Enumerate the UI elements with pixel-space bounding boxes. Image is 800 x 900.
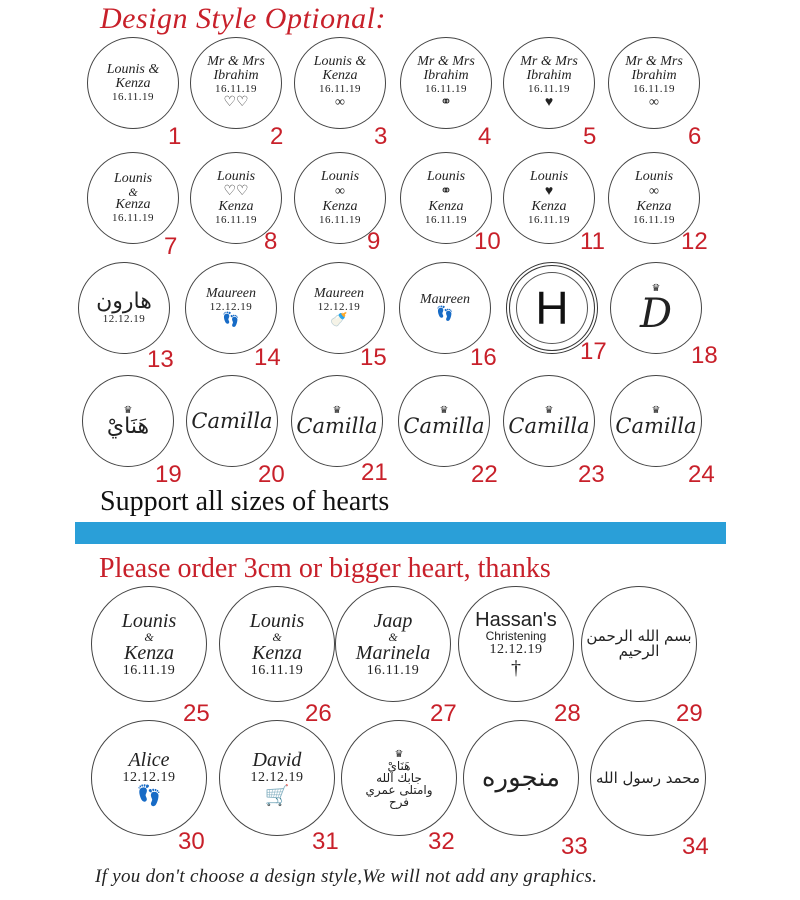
motif-icon: ♡♡	[223, 95, 249, 111]
design-text-line: Camilla	[296, 414, 378, 438]
design-circle-20[interactable]	[186, 375, 278, 467]
design-text-line: Ibrahim	[213, 68, 259, 84]
design-date: 16.11.19	[318, 213, 362, 226]
design-text-line: Maureen	[313, 286, 365, 302]
design-date: 16.11.19	[527, 83, 571, 96]
motif-icon: ♥	[544, 95, 554, 111]
design-circle-13[interactable]	[78, 262, 170, 354]
design-circle-2[interactable]	[190, 37, 282, 129]
design-number: 24	[688, 461, 715, 488]
design-text-line: هَنَايْ	[387, 758, 411, 773]
design-text-line: Lounis &	[313, 54, 367, 70]
design-number: 5	[583, 123, 597, 150]
design-date: 16.11.19	[214, 213, 258, 226]
design-text-line: Christening	[485, 628, 547, 643]
design-text-line: هارون	[96, 289, 152, 314]
footer-note: If you don't choose a design style,We will not add any graphics.	[95, 866, 598, 887]
design-text-line: Kenza	[115, 76, 151, 91]
design-circle-33[interactable]	[463, 720, 579, 836]
design-number: 13	[147, 346, 174, 373]
crown-icon: ♛	[394, 748, 404, 760]
design-text-line: Camilla	[403, 414, 485, 438]
design-circle-15[interactable]	[293, 262, 385, 354]
design-text-line: Camilla	[508, 414, 590, 438]
design-date: 12.12.19	[122, 769, 176, 785]
design-text-line: H	[535, 282, 569, 334]
crown-icon: ♛	[332, 405, 342, 416]
design-text-line: Kenza	[115, 197, 151, 212]
design-date: 16.11.19	[214, 83, 258, 96]
symbol-icon: ∞	[649, 184, 659, 200]
design-text-line: Hassan's	[475, 608, 557, 631]
design-circle-5[interactable]	[503, 37, 595, 129]
design-circle-32[interactable]	[341, 720, 457, 836]
design-date: 12.12.19	[209, 301, 253, 314]
design-circle-26[interactable]	[219, 586, 335, 702]
design-text-line: بسم الله الرحمن الرحيم	[586, 627, 692, 660]
design-number: 26	[305, 700, 332, 727]
design-circle-3[interactable]	[294, 37, 386, 129]
design-text-line: Lounis	[249, 609, 305, 632]
design-text-line: &	[128, 185, 138, 199]
design-text-line: منجوره	[481, 763, 561, 793]
design-text-line: &	[272, 629, 282, 644]
design-circle-4[interactable]	[400, 37, 492, 129]
design-number: 2	[270, 123, 284, 150]
design-text-line: Kenza	[636, 198, 672, 214]
design-number: 21	[361, 459, 388, 486]
design-date: 12.12.19	[489, 641, 543, 657]
design-number: 10	[474, 228, 501, 255]
design-date: 16.11.19	[632, 213, 676, 226]
design-text-line: Lounis	[320, 169, 360, 185]
design-number: 12	[681, 228, 708, 255]
design-circle-16[interactable]	[399, 262, 491, 354]
design-number: 20	[258, 461, 285, 488]
design-date: 16.11.19	[424, 213, 468, 226]
design-number: 9	[367, 228, 381, 255]
design-circle-25[interactable]	[91, 586, 207, 702]
design-text-line: Mr & Mrs	[625, 54, 683, 70]
design-circle-7[interactable]	[87, 152, 179, 244]
design-text-line: David	[252, 748, 302, 771]
design-number: 34	[682, 833, 709, 860]
design-date: 12.12.19	[317, 301, 361, 314]
design-circle-24[interactable]	[610, 375, 702, 467]
crown-icon: ♛	[651, 282, 661, 294]
design-text-line: Kenza	[428, 198, 464, 214]
design-number: 29	[676, 700, 703, 727]
design-date: 16.11.19	[318, 83, 362, 96]
design-circle-1[interactable]	[87, 37, 179, 129]
design-date: 16.11.19	[111, 91, 155, 103]
design-circle-18[interactable]	[610, 262, 702, 354]
design-number: 19	[155, 461, 182, 488]
design-text-line: Kenza	[322, 68, 358, 84]
design-text-line: Lounis	[426, 169, 466, 185]
design-date: 16.11.19	[111, 212, 155, 224]
design-number: 8	[264, 228, 278, 255]
design-number: 28	[554, 700, 581, 727]
design-number: 3	[374, 123, 388, 150]
page-title: Design Style Optional:	[100, 2, 386, 35]
design-text-line: Camilla	[191, 408, 273, 433]
design-text-line: Ibrahim	[423, 68, 469, 84]
design-circle-22[interactable]	[398, 375, 490, 467]
design-text-line: Mr & Mrs	[417, 54, 475, 70]
design-text-line: Lounis	[634, 169, 674, 185]
design-text-line: Camilla	[615, 414, 697, 438]
design-number: 17	[580, 338, 607, 365]
design-text-line: Jaap	[373, 609, 413, 632]
design-circle-14[interactable]	[185, 262, 277, 354]
design-text-line: جابك الله	[376, 770, 422, 785]
motif-icon: 👣	[222, 313, 240, 329]
design-text-line: Lounis	[121, 609, 177, 632]
design-text-line: Kenza	[252, 641, 302, 664]
design-number: 6	[688, 123, 702, 150]
design-text-line: هَنَايْ	[106, 413, 150, 439]
crown-icon: ♛	[651, 405, 661, 416]
design-text-line: &	[144, 629, 154, 644]
design-circle-34[interactable]	[590, 720, 706, 836]
design-text-line: فرح	[388, 794, 410, 809]
design-text-line: Lounis	[113, 171, 153, 186]
design-date: 16.11.19	[632, 83, 676, 96]
design-text-line: Ibrahim	[526, 68, 572, 84]
design-text-line: Maureen	[419, 292, 471, 308]
design-circle-30[interactable]	[91, 720, 207, 836]
design-text-line: Kenza	[322, 198, 358, 214]
motif-icon: 👣	[136, 784, 162, 807]
design-number: 1	[168, 123, 182, 150]
crown-icon: ♛	[544, 405, 554, 416]
design-text-line: Ibrahim	[631, 68, 677, 84]
design-number: 33	[561, 833, 588, 860]
design-text-line: محمد رسول الله	[595, 768, 700, 787]
design-text-line: Alice	[128, 748, 170, 771]
design-text-line: Lounis &	[106, 62, 160, 77]
design-number: 7	[164, 233, 178, 260]
design-date: 12.12.19	[102, 313, 146, 325]
symbol-icon: ⚭	[440, 184, 452, 200]
design-number: 22	[471, 461, 498, 488]
design-date: 16.11.19	[527, 213, 571, 226]
design-text-line: Lounis	[216, 169, 256, 185]
design-circle-21[interactable]	[291, 375, 383, 467]
motif-icon: ∞	[335, 95, 345, 111]
design-number: 32	[428, 828, 455, 855]
design-number: 27	[430, 700, 457, 727]
design-text-line: &	[388, 629, 398, 644]
design-text-line: Marinela	[355, 641, 431, 664]
design-text-line: Maureen	[205, 286, 257, 302]
design-circle-6[interactable]	[608, 37, 700, 129]
motif-icon: 🍼	[330, 313, 348, 329]
design-text-line: Mr & Mrs	[520, 54, 578, 70]
motif-icon: 🛒	[264, 784, 290, 807]
design-circle-29[interactable]	[581, 586, 697, 702]
design-date: 16.11.19	[250, 662, 304, 678]
design-number: 23	[578, 461, 605, 488]
design-text-line: Kenza	[124, 641, 174, 664]
design-text-line: Lounis	[529, 169, 569, 185]
motif-icon: †	[511, 656, 521, 679]
motif-icon: ∞	[649, 95, 659, 111]
design-number: 11	[580, 228, 605, 255]
design-text-line: D	[639, 290, 673, 337]
crown-icon: ♛	[439, 405, 449, 416]
design-number: 25	[183, 700, 210, 727]
design-text-line: وامتلى عمري	[365, 782, 433, 797]
design-number: 16	[470, 344, 497, 371]
design-circle-31[interactable]	[219, 720, 335, 836]
design-text-line: Mr & Mrs	[207, 54, 265, 70]
order-size-notice: Please order 3cm or bigger heart, thanks	[99, 553, 551, 584]
accent-divider-bar	[75, 522, 726, 544]
crown-icon: ♛	[123, 404, 133, 416]
design-circle-23[interactable]	[503, 375, 595, 467]
symbol-icon: ♡♡	[223, 184, 249, 200]
design-number: 4	[478, 123, 492, 150]
design-date: 16.11.19	[366, 662, 420, 678]
design-circle-27[interactable]	[335, 586, 451, 702]
design-circle-28[interactable]	[458, 586, 574, 702]
design-number: 14	[254, 344, 281, 371]
symbol-icon: ♥	[544, 184, 554, 200]
design-text-line: Kenza	[531, 198, 567, 214]
motif-icon: 👣	[436, 307, 454, 323]
support-sizes-text: Support all sizes of hearts	[100, 486, 390, 517]
symbol-icon: ∞	[335, 184, 345, 200]
design-circle-19[interactable]	[82, 375, 174, 467]
design-date: 16.11.19	[424, 83, 468, 96]
design-number: 18	[691, 342, 718, 369]
design-text-line: Kenza	[218, 198, 254, 214]
design-date: 12.12.19	[250, 769, 304, 785]
design-number: 30	[178, 828, 205, 855]
design-number: 31	[312, 828, 339, 855]
design-number: 15	[360, 344, 387, 371]
motif-icon: ⚭	[440, 95, 452, 111]
design-date: 16.11.19	[122, 662, 176, 678]
